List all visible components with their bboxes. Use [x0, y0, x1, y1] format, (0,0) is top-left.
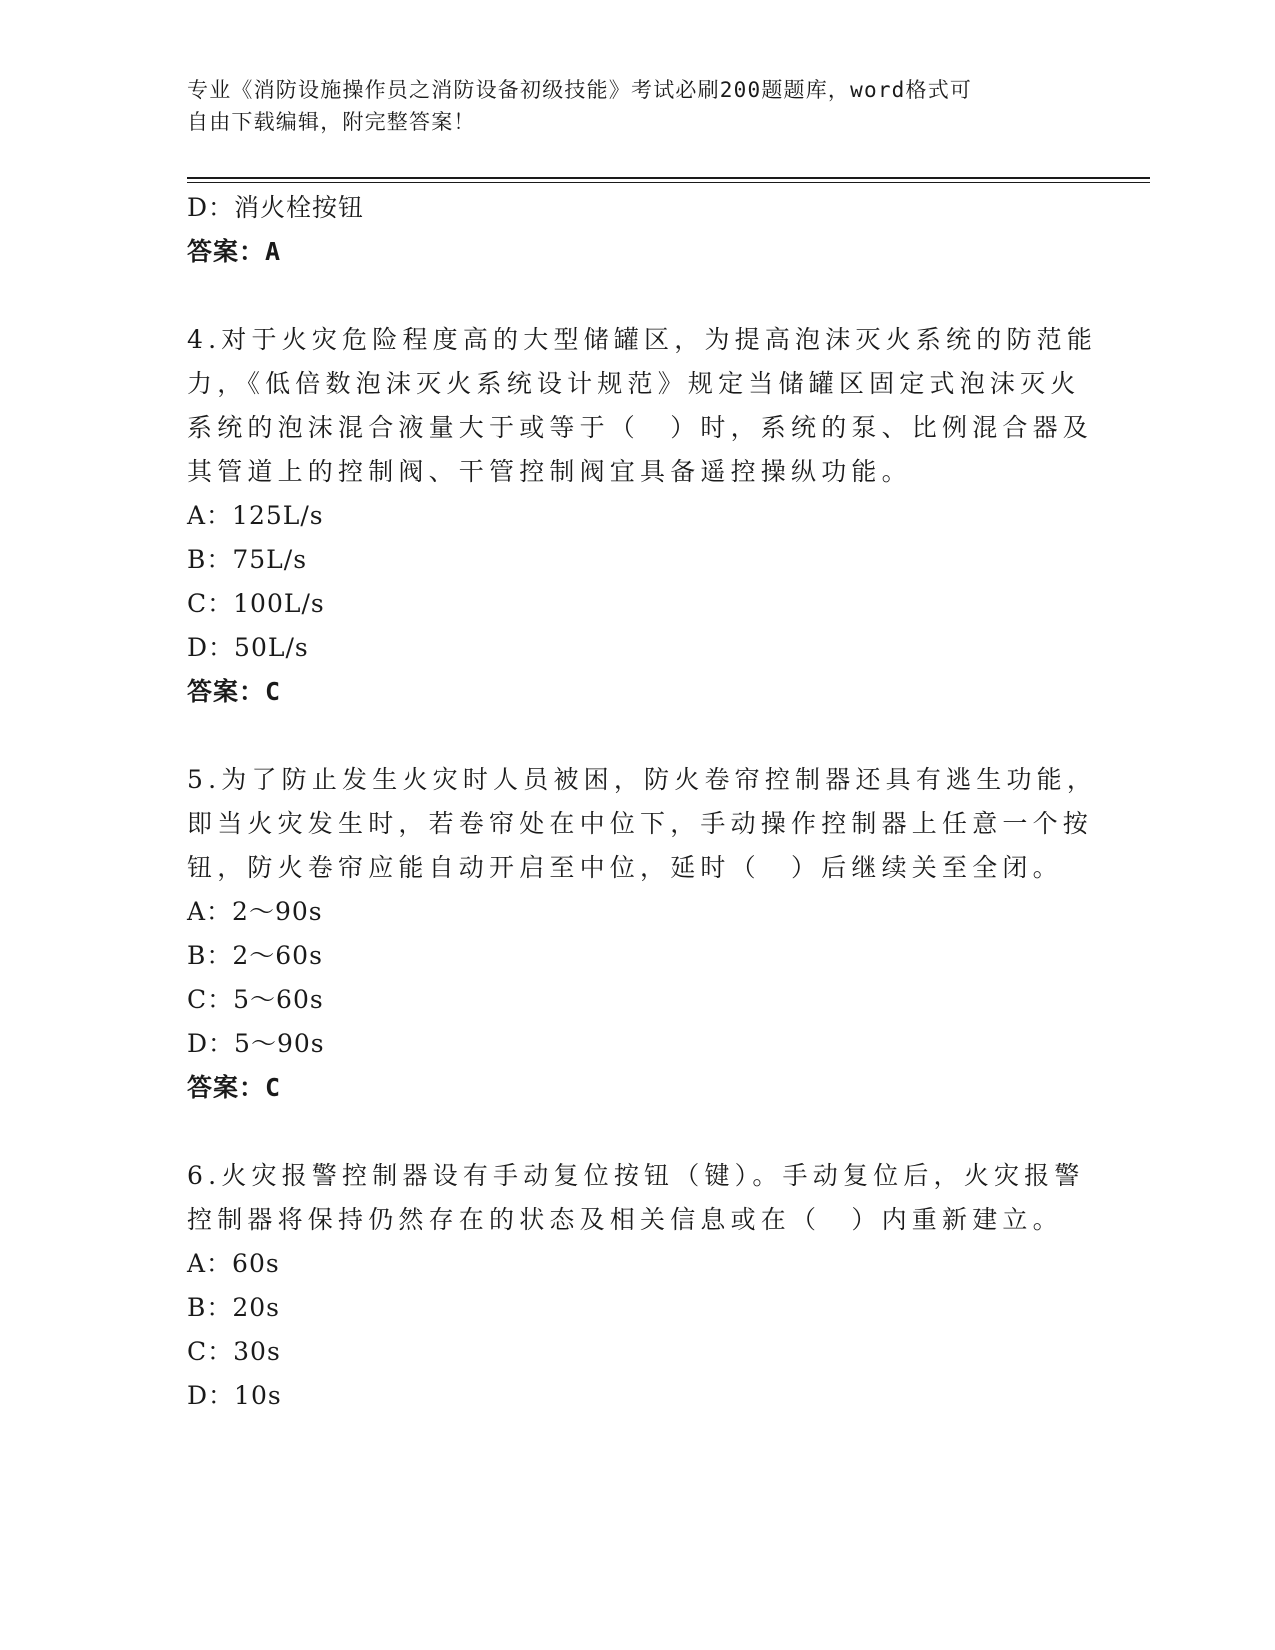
- q5-stem-line-1: 5.为了防止发生火灾时人员被困，防火卷帘控制器还具有逃生功能，: [187, 765, 1098, 794]
- q5-stem-line-2: 即当火灾发生时，若卷帘处在中位下，手动操作控制器上任意一个按: [187, 809, 1094, 838]
- q5-option-d: D：5～90s: [187, 1029, 325, 1058]
- q4-option-a: A：125L/s: [187, 501, 324, 530]
- q6-option-c: C：30s: [187, 1337, 281, 1366]
- header-divider-thick: [187, 177, 1150, 179]
- q6-stem-line-1: 6.火灾报警控制器设有手动复位按钮（键）。手动复位后，火灾报警: [187, 1161, 1085, 1190]
- q5-option-b: B：2～60s: [187, 941, 323, 970]
- header-line-1: 专业《消防设施操作员之消防设备初级技能》考试必刷200题题库，word格式可: [187, 78, 973, 102]
- q6-option-a: A：60s: [187, 1249, 280, 1278]
- document-header: [187, 74, 1057, 138]
- header-line-2: 自由下载编辑，附完整答案！: [187, 110, 476, 134]
- q4-stem-line-2: 力，《低倍数泡沫灭火系统设计规范》规定当储罐区固定式泡沫灭火: [187, 369, 1081, 398]
- q6-option-d: D：10s: [187, 1381, 282, 1410]
- q4-stem-line-1: 4.对于火灾危险程度高的大型储罐区，为提高泡沫灭火系统的防范能: [187, 325, 1098, 354]
- q5-option-a: A：2～90s: [187, 897, 323, 926]
- header-divider-thin: [187, 182, 1150, 183]
- q4-option-d: D：50L/s: [187, 633, 309, 662]
- q4-stem-line-3: 系统的泡沫混合液量大于或等于（ ）时，系统的泵、比例混合器及: [187, 413, 1094, 442]
- q4-option-b: B：75L/s: [187, 545, 308, 574]
- q5-answer: 答案：C: [187, 1073, 282, 1102]
- q5-option-c: C：5～60s: [187, 985, 324, 1014]
- q6-stem-line-2: 控制器将保持仍然存在的状态及相关信息或在（ ）内重新建立。: [187, 1205, 1063, 1234]
- q3-answer: 答案：A: [187, 237, 282, 266]
- q3-option-d: D：消火栓按钮: [187, 193, 365, 222]
- q6-option-b: B：20s: [187, 1293, 281, 1322]
- q4-option-c: C：100L/s: [187, 589, 325, 618]
- q5-stem-line-3: 钮，防火卷帘应能自动开启至中位，延时（ ）后继续关至全闭。: [187, 853, 1063, 882]
- q4-stem-line-4: 其管道上的控制阀、干管控制阀宜具备遥控操纵功能。: [187, 457, 912, 486]
- q4-answer: 答案：C: [187, 677, 282, 706]
